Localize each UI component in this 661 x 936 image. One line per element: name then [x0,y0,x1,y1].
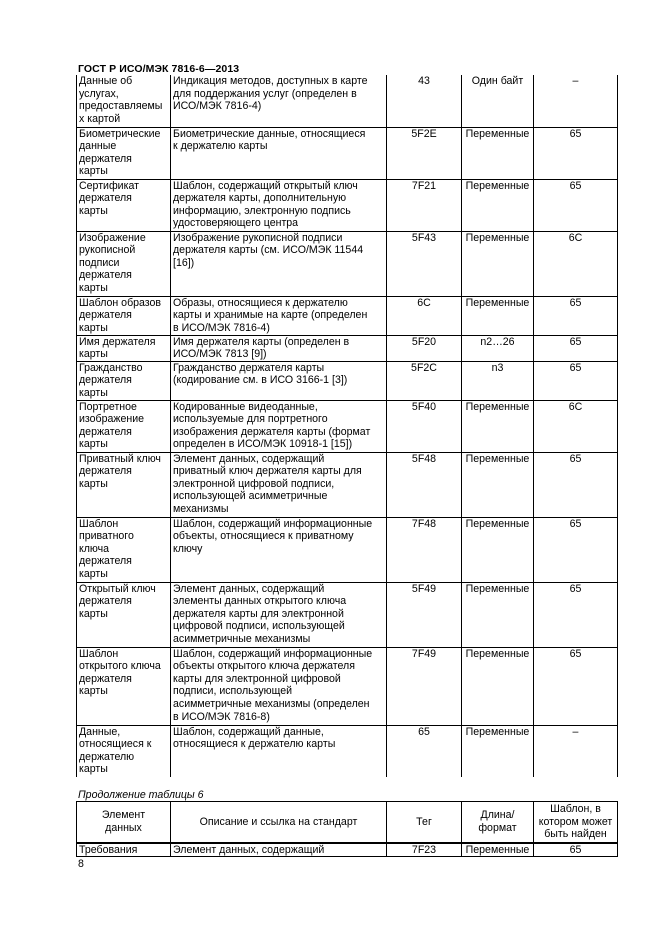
table-row [77,127,618,179]
cell-template: 65 [534,361,618,400]
cell-name: Гражданство держателя карты [77,361,171,400]
cell-description: Шаблон, содержащий информационные объекты открытого ключа держателя карты для электронной цифровой подписи, использующей асимметричные механизмы (определен в ИСО/МЭК 7816-8) [171,647,387,725]
cell-name: Биометрические данные держателя карты [77,127,171,179]
cell-name: Портретное изображение держателя карты [77,400,171,452]
cell-description: Шаблон, содержащий данные, относящиеся к держателю карты [171,725,387,777]
cell-name: Требования [77,843,171,857]
cell-format: Переменные [462,179,534,231]
cell-name: Приватный ключ держателя карты [77,452,171,517]
cell-tag: 65 [387,725,462,777]
cell-description: Индикация методов, доступных в карте для поддержания услуг (определен в ИСО/МЭК 7816-4) [171,75,387,127]
table-row [77,400,618,452]
cell-template: 65 [534,127,618,179]
cell-description: Элемент данных, содержащий элементы данных открытого ключа держателя карты для электронной цифровой подписи, использующей асимметричные механизмы [171,582,387,647]
cell-name: Данные об услугах, предоставляемы х картой [77,75,171,127]
cell-name: Данные, относящиеся к держателю карты [77,725,171,777]
cell-name: Шаблон открытого ключа держателя карты [77,647,171,725]
cell-tag: 5F49 [387,582,462,647]
cell-format: Переменные [462,843,534,857]
cell-format: Переменные [462,400,534,452]
cell-description: Шаблон, содержащий открытый ключ держателя карты, дополнительную информацию, электронную подпись удостоверяющего центра [171,179,387,231]
cell-name: Шаблон образов держателя карты [77,296,171,335]
cell-format: Переменные [462,517,534,582]
cell-template: 65 [534,582,618,647]
cell-template: 65 [534,647,618,725]
table-row [77,647,618,725]
cell-format: Переменные [462,127,534,179]
table-row [77,179,618,231]
cell-format: n2…26 [462,335,534,361]
header-length-format: Длина/формат [462,802,534,843]
data-elements-table [76,75,618,777]
header-row [77,802,618,843]
cell-description: Элемент данных, содержащий приватный ключ держателя карты для электронной цифровой подписи, использующей асимметричные механизмы [171,452,387,517]
header-tag: Тег [387,802,462,843]
cell-format: Переменные [462,296,534,335]
cell-tag: 7F21 [387,179,462,231]
cell-template: – [534,725,618,777]
cell-description: Биометрические данные, относящиеся к держателю карты [171,127,387,179]
cell-description: Образы, относящиеся к держателю карты и хранимые на карте (определен в ИСО/МЭК 7816-4) [171,296,387,335]
cell-description: Шаблон, содержащий информационные объекты, относящиеся к приватному ключу [171,517,387,582]
cell-tag: 5F2E [387,127,462,179]
cell-tag: 6C [387,296,462,335]
cell-format: Переменные [462,231,534,296]
cell-description: Элемент данных, содержащий [171,843,387,857]
document-header: ГОСТ Р ИСО/МЭК 7816-6—2013 [78,63,240,75]
cell-tag: 5F2C [387,361,462,400]
cell-description: Кодированные видеоданные, используемые для портретного изображения держателя карты (формат определен в ИСО/МЭК 10918-1 [15]) [171,400,387,452]
cell-template: 65 [534,843,618,857]
cell-template: 65 [534,335,618,361]
cell-description: Изображение рукописной подписи держателя карты (см. ИСО/МЭК 11544 [16]) [171,231,387,296]
cell-name: Шаблон приватного ключа держателя карты [77,517,171,582]
header-template: Шаблон, в котором может быть найден [534,802,618,843]
cell-description: Имя держателя карты (определен в ИСО/МЭК 7813 [9]) [171,335,387,361]
table-row [77,725,618,777]
cell-tag: 5F20 [387,335,462,361]
cell-format: Один байт [462,75,534,127]
continuation-table [76,801,618,857]
table-row [77,231,618,296]
cell-tag: 7F48 [387,517,462,582]
cell-tag: 43 [387,75,462,127]
table-row [77,361,618,400]
cell-tag: 5F48 [387,452,462,517]
cell-tag: 5F40 [387,400,462,452]
cell-name: Сертификат держателя карты [77,179,171,231]
cell-tag: 7F49 [387,647,462,725]
cell-format: Переменные [462,582,534,647]
cell-format: n3 [462,361,534,400]
header-description: Описание и ссылка на стандарт [171,802,387,843]
cell-format: Переменные [462,725,534,777]
table-row [77,517,618,582]
cell-name: Изображение рукописной подписи держателя карты [77,231,171,296]
header-data-element: Элемент данных [77,802,171,843]
table-row [77,843,618,857]
table-row [77,75,618,127]
table-row [77,582,618,647]
cell-tag: 5F43 [387,231,462,296]
table-continuation-caption: Продолжение таблицы 6 [78,789,204,801]
page-number: 8 [78,858,84,870]
cell-template: 6C [534,231,618,296]
cell-template: 65 [534,452,618,517]
cell-name: Открытый ключ держателя карты [77,582,171,647]
cell-template: 65 [534,179,618,231]
cell-description: Гражданство держателя карты (кодирование см. в ИСО 3166-1 [3]) [171,361,387,400]
cell-template: – [534,75,618,127]
cell-tag: 7F23 [387,843,462,857]
cell-name: Имя держателя карты [77,335,171,361]
table-row [77,335,618,361]
cell-format: Переменные [462,647,534,725]
cell-format: Переменные [462,452,534,517]
cell-template: 6C [534,400,618,452]
cell-template: 65 [534,517,618,582]
cell-template: 65 [534,296,618,335]
table-row [77,296,618,335]
table-row [77,452,618,517]
